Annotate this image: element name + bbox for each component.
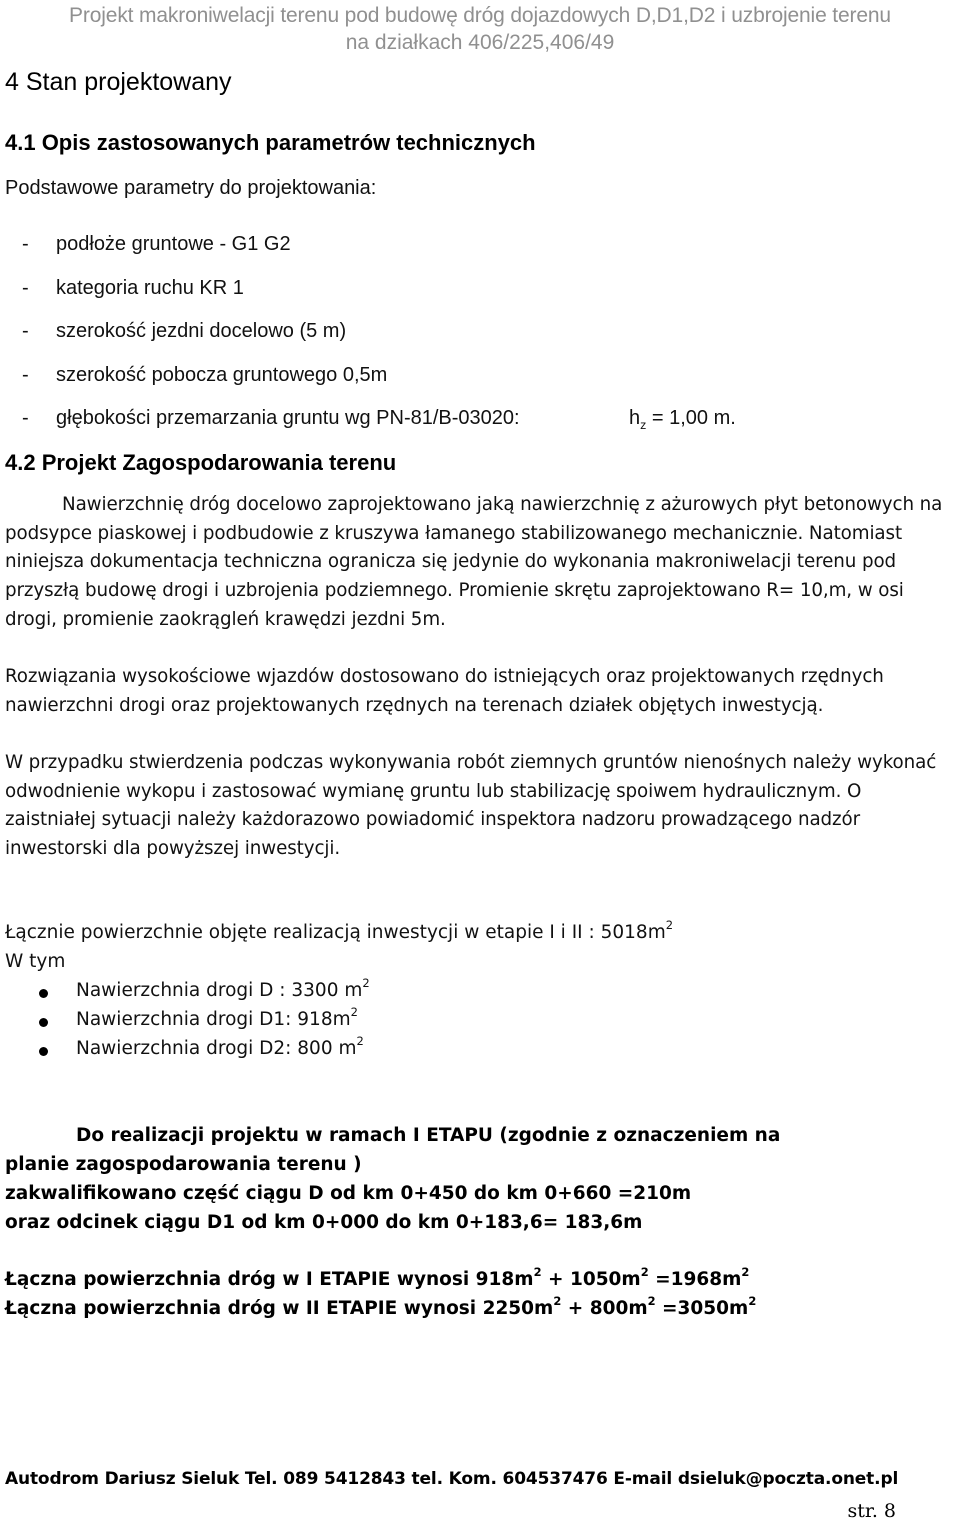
subsection-heading-4-2: 4.2 Projekt Zagospodarowania terenu: [5, 450, 397, 475]
list-item: - kategoria ruchu KR 1: [22, 277, 244, 299]
stage-one-scope-line: planie zagospodarowania terenu ): [5, 1154, 362, 1175]
frost-depth-value: $h_z = 1,00$ m.: [629, 407, 736, 432]
total-area-line: Łącznie powierzchnie objęte realizacją inwestycji w etapie I i II : $5018m^2$: [5, 918, 674, 943]
list-item: Nawierzchnia drogi D2: 800 $m^2$: [76, 1034, 364, 1059]
list-item: - szerokość pobocza gruntowego 0,5m: [22, 364, 388, 386]
list-item: Nawierzchnia drogi D1: $918m^2$: [76, 1005, 358, 1030]
document-header-subtitle: na działkach 406/225,406/49: [345, 31, 615, 54]
list-item: - szerokość jezdni docelowo (5 m): [22, 320, 347, 342]
page-number: str. 8: [847, 1500, 896, 1522]
page-footer-contact: Autodrom Dariusz Sieluk Tel. 089 5412843 tel. Kom. 604537476 E-mail dsieluk@poczta.onet.pl: [5, 1469, 899, 1489]
in-that-label: W tym: [5, 951, 66, 972]
bullet-icon: [39, 1018, 48, 1027]
list-item: - podłoże gruntowe - G1 G2: [22, 233, 291, 255]
list-item: - głębokości przemarzania gruntu wg PN-81/B-03020:: [22, 407, 520, 429]
bullet-icon: [39, 989, 48, 998]
paragraph: Rozwiązania wysokościowe wjazdów dostosowano do istniejących oraz projektowanych rzędnych nawierzchni drogi oraz projektowanych rzędnych na terenach działek objętych inwestycją.: [5, 666, 884, 716]
stage-two-area-total: Łączna powierzchnia dróg w II ETAPIE wynosi $2250m^2 + 800m^2 =3050m^2$: [5, 1294, 757, 1319]
paragraph: Nawierzchnię dróg docelowo zaprojektowano jaką nawierzchnię z ażurowych płyt betonowych na podsypce piaskowej i podbudowie z kruszywa łamanego stabilizowanego mechanicznie. Natomiast niniejsza dokumentacja techniczna ogranicza się jedynie do wykonania makroniwelacji terenu pod przyszłą budowę drogi i uzbrojenia podziemnego. Promienie skrętu zaprojektowano R= 10,m, w osi drogi, promienie zaokrągleń krawędzi jezdni 5m.: [5, 494, 943, 630]
subsection-heading-4-1: 4.1 Opis zastosowanych parametrów technicznych: [5, 130, 536, 155]
section-heading: 4 Stan projektowany: [5, 68, 232, 96]
document-header-title: Projekt makroniwelacji terenu pod budowę dróg dojazdowych D,D1,D2 i uzbrojenie terenu: [69, 4, 891, 27]
stage-one-area-total: Łączna powierzchnia dróg w I ETAPIE wynosi $918m^2 + 1050m^2 =1968m^2$: [5, 1265, 750, 1290]
parameters-intro: Podstawowe parametry do projektowania:: [5, 177, 377, 199]
stage-one-scope-line: oraz odcinek ciągu D1 od km 0+000 do km 0+183,6= 183,6m: [5, 1212, 643, 1233]
list-item: Nawierzchnia drogi D : 3300 $m^2$: [76, 976, 370, 1001]
paragraph: W przypadku stwierdzenia podczas wykonywania robót ziemnych gruntów nienośnych należy wykonać odwodnienie wykopu i zastosować wymianę gruntu lub stabilizację spoiwem hydraulicznym. O zaistniałej sytuacji należy każdorazowo powiadomić inspektora nadzoru prowadzącego nadzór inwestorski dla powyższej inwestycji.: [5, 752, 937, 860]
stage-one-scope-line: Do realizacji projektu w ramach I ETAPU (zgodnie z oznaczeniem na: [76, 1125, 781, 1146]
bullet-icon: [39, 1047, 48, 1056]
stage-one-scope-line: zakwalifikowano część ciągu D od km 0+450 do km 0+660 =210m: [5, 1183, 692, 1204]
